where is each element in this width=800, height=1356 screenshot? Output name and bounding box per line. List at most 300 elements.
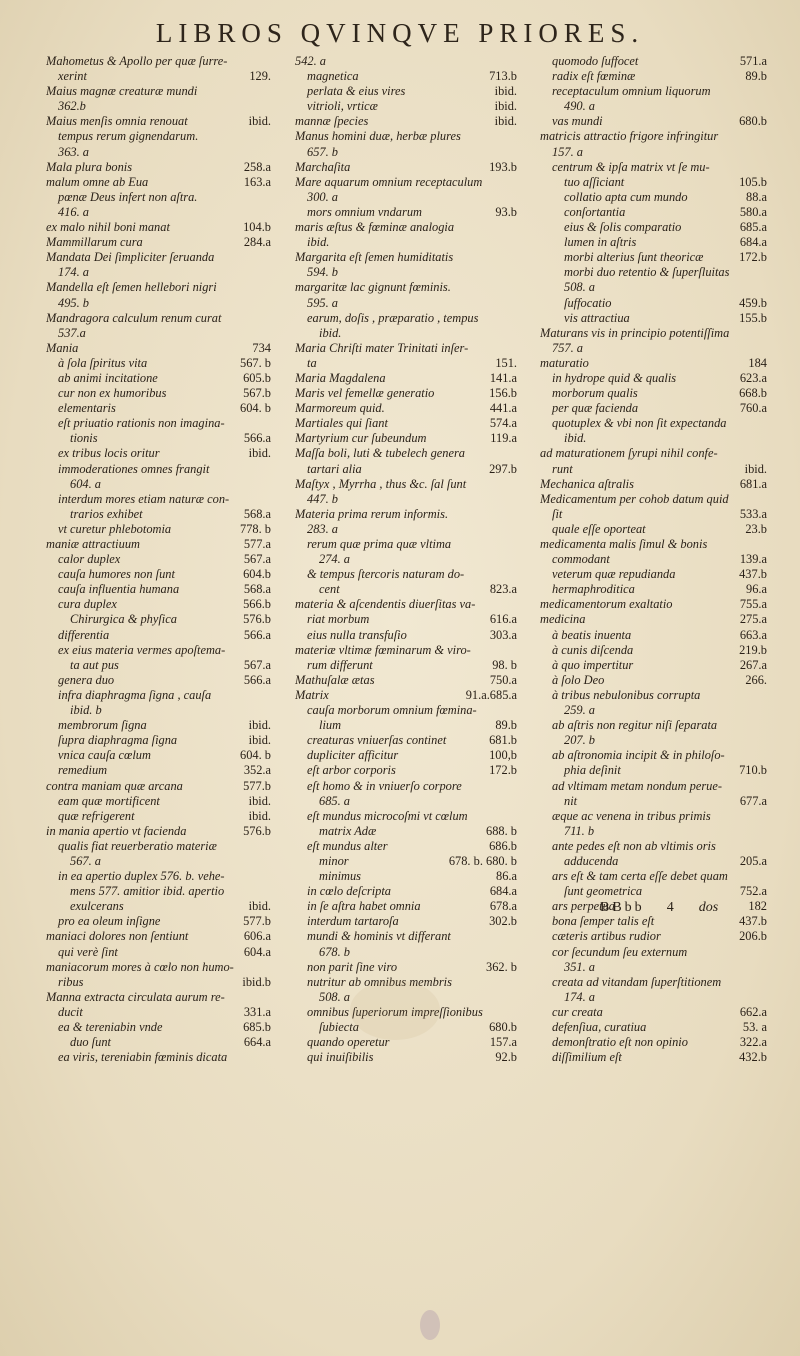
index-entry-text: tempus rerum gignendarum. — [58, 129, 199, 144]
index-entry-text: interdum tartaroſa — [307, 914, 399, 929]
index-entry — [295, 175, 517, 190]
index-entry — [540, 507, 767, 522]
index-entry-text: tionis — [70, 431, 98, 446]
index-entry-reference: 172.b — [489, 763, 517, 778]
index-entry — [46, 492, 271, 507]
index-entry — [540, 477, 767, 492]
index-entry — [295, 462, 517, 477]
index-entry-reference: 284.a — [243, 235, 271, 250]
index-entry — [46, 748, 271, 763]
index-entry-text: à quo impertitur — [552, 657, 634, 672]
index-entry — [540, 311, 767, 326]
index-entry — [540, 220, 767, 235]
index-entry — [540, 522, 767, 537]
index-entry — [295, 114, 517, 129]
index-entry-reference: 571.a — [739, 54, 767, 68]
index-entry — [295, 145, 517, 160]
index-entry — [540, 190, 767, 205]
index-entry-text: eius nulla transfuſio — [307, 627, 407, 642]
index-entry-text: Mare aquarum omnium receptaculum — [295, 174, 483, 189]
index-entry — [295, 326, 517, 341]
index-entry-reference: 574.a — [489, 416, 517, 431]
index-entry — [46, 265, 271, 280]
index-entry-reference: 576.b — [243, 823, 271, 838]
index-entry — [295, 914, 517, 929]
index-column-1 — [46, 54, 271, 1065]
index-entry — [540, 839, 767, 854]
index-entry-reference: 437.b — [739, 567, 767, 582]
index-entry-reference: 267.a — [739, 657, 767, 672]
index-entry-text: runt — [552, 461, 573, 476]
index-entry-reference: 172.b — [739, 250, 767, 265]
index-entry-text: dupliciter afficitur — [307, 748, 399, 763]
index-entry-reference: ibid. — [494, 84, 517, 99]
index-entry — [46, 869, 271, 884]
index-entry-reference: 219.b — [739, 642, 767, 657]
index-entry — [46, 280, 271, 295]
index-entry-text: quando operetur — [307, 1035, 390, 1050]
index-entry-text: Mathuſalæ ætas — [295, 672, 375, 687]
index-entry-text: medicamentorum exaltatio — [540, 597, 673, 612]
index-entry — [46, 763, 271, 778]
index-entry-reference: 577.a — [243, 537, 271, 551]
index-entry-text: ea & tereniabin vnde — [58, 1020, 163, 1034]
index-entry — [540, 748, 767, 763]
index-entry — [46, 446, 271, 461]
index-entry-text: ea viris, tereniabin fœminis dicata — [58, 1050, 228, 1065]
index-entry-text: & tempus ſtercoris naturam do- — [307, 567, 465, 582]
index-entry — [540, 567, 767, 582]
index-entry — [540, 145, 767, 160]
index-entry-reference: 568.a — [243, 582, 271, 597]
index-entry-text: Maius magnæ creaturæ mundi — [46, 84, 198, 99]
index-entry — [46, 552, 271, 567]
index-entry — [540, 326, 767, 341]
index-entry — [295, 235, 517, 250]
index-entry — [46, 703, 271, 718]
index-entry-reference: 604.a — [243, 944, 271, 959]
index-entry-text: Mandragora calculum renum curat — [46, 310, 222, 325]
index-entry — [46, 914, 271, 929]
index-entry-text: matricis attractio frigore infringitur — [540, 129, 719, 144]
index-entry-text: Mammillarum cura — [46, 235, 143, 250]
index-entry — [46, 386, 271, 401]
index-entry — [540, 462, 767, 477]
index-entry-text: 678. b — [319, 944, 350, 959]
index-entry — [540, 446, 767, 461]
index-entry-text: ab aſtris non regitur niſi ſeparata — [552, 718, 718, 733]
index-entry-reference: ibid. — [248, 899, 271, 914]
index-entry — [540, 914, 767, 929]
index-entry-reference: 533.a — [739, 506, 767, 521]
index-entry-text: Maris vel femellæ generatio — [295, 386, 435, 401]
index-entry-reference: 275.a — [739, 612, 767, 627]
index-entry — [295, 552, 517, 567]
index-entry-text: 362.b — [58, 99, 86, 114]
index-entry — [295, 311, 517, 326]
index-entry-text: Manus homini duæ, herbæ plures — [295, 129, 461, 144]
index-entry-text: eſt mundus alter — [307, 838, 388, 853]
index-entry — [540, 114, 767, 129]
index-entry — [540, 612, 767, 627]
index-entry-text: ante pedes eſt non ab vltimis oris — [552, 838, 716, 853]
index-entry-text: in hydrope quid & qualis — [552, 370, 677, 385]
index-entry — [540, 54, 767, 69]
index-entry-text: quæ refrigerent — [58, 808, 135, 823]
index-entry — [295, 748, 517, 763]
index-entry-reference: 688. b — [486, 823, 517, 838]
index-entry-text: qui inuiſibilis — [307, 1050, 374, 1065]
index-entry-text: Medicamentum per cohob datum quid — [540, 491, 729, 506]
index-entry — [46, 462, 271, 477]
index-entry — [295, 537, 517, 552]
index-entry — [295, 658, 517, 673]
index-entry-text: maris æſtus & fœminæ analogia — [295, 220, 455, 235]
index-entry-text: ſupra diaphragma ſigna — [58, 733, 178, 748]
index-entry — [46, 84, 271, 99]
index-entry-text: elementaris — [58, 401, 116, 416]
index-entry-reference: 352.a — [243, 763, 271, 778]
index-entry-text: calor duplex — [58, 552, 121, 567]
index-entry-text: morbi alterius ſunt theoricæ — [564, 250, 704, 265]
index-entry-reference: 685.a — [739, 220, 767, 235]
index-entry-text: 595. a — [307, 295, 338, 310]
index-entry — [46, 99, 271, 114]
index-entry-text: cura duplex — [58, 597, 117, 612]
index-entry-text: ars eſt & tam certa eſſe debet quam — [552, 869, 728, 884]
index-entry-reference: 568.a — [243, 506, 271, 521]
index-entry-text: 259. a — [564, 703, 595, 718]
index-entry-text: 537.a — [58, 325, 86, 340]
index-entry-text: Mala plura bonis — [46, 159, 133, 174]
index-entry-reference: 129. — [249, 69, 271, 84]
index-entry-text: creata ad vitandam ſuperſtitionem — [552, 974, 722, 989]
index-entry — [295, 779, 517, 794]
index-entry-text: bona ſemper talis eſt — [552, 914, 655, 929]
index-entry-text: nutritur ab omnibus membris — [307, 974, 452, 989]
index-entry-reference: 104.b — [243, 220, 271, 235]
index-entry-reference: 89.b — [495, 718, 517, 733]
index-entry-text: perlata & eius vires — [307, 84, 406, 99]
index-entry-text: à tribus nebulonibus corrupta — [552, 687, 701, 702]
index-entry-text: mens 577. amitior ibid. apertio — [70, 884, 225, 899]
index-entry — [46, 220, 271, 235]
index-entry — [46, 688, 271, 703]
index-entry-text: Maſtyx , Myrrha , thus &c. ſal ſunt — [295, 476, 467, 491]
index-entry-text: diſſimilium eſt — [552, 1050, 622, 1065]
index-entry-text: non parit ſine viro — [307, 959, 398, 974]
index-entry-reference: ibid. — [248, 793, 271, 808]
index-entry-text: cur creata — [552, 1004, 603, 1019]
index-entry — [46, 628, 271, 643]
index-entry — [295, 416, 517, 431]
index-entry-text: minimus — [319, 869, 361, 884]
index-entry — [46, 522, 271, 537]
index-entry — [540, 945, 767, 960]
index-entry — [46, 794, 271, 809]
index-entry — [295, 703, 517, 718]
index-entry-text: commodant — [552, 552, 610, 567]
index-entry — [295, 884, 517, 899]
index-entry-text: membrorum ſigna — [58, 718, 147, 733]
index-entry — [540, 401, 767, 416]
index-entry — [540, 537, 767, 552]
index-entry-reference: 750.a — [489, 672, 517, 687]
index-entry-reference: 441.a — [489, 401, 517, 416]
index-entry — [295, 371, 517, 386]
index-entry-reference: 184 — [748, 355, 767, 370]
index-entry-text: ribus — [58, 974, 84, 989]
index-entry — [295, 960, 517, 975]
index-entry — [46, 145, 271, 160]
index-entry — [295, 160, 517, 175]
index-entry — [295, 507, 517, 522]
index-entry-text: cauſa humores non ſunt — [58, 567, 175, 582]
index-entry-text: riat morbum — [307, 612, 370, 627]
index-entry-text: lumen in aſtris — [564, 235, 637, 250]
index-entry — [540, 628, 767, 643]
index-entry-reference: 686.b — [489, 838, 517, 853]
running-head: LIBROS QVINQVE PRIORES. — [155, 18, 645, 48]
index-entry — [46, 54, 271, 69]
index-entry-text: ſubiecta — [319, 1020, 359, 1034]
index-entry — [540, 265, 767, 280]
index-column-2 — [295, 54, 517, 1065]
index-entry-text: margaritæ lac gignunt fœminis. — [295, 280, 451, 295]
index-entry — [295, 99, 517, 114]
index-entry — [540, 84, 767, 99]
index-entry-text: vt curetur phlebotomia — [58, 521, 172, 536]
index-entry-reference: 567.a — [243, 552, 271, 567]
index-entry-reference: 362. b — [486, 959, 517, 974]
index-entry-text: remedium — [58, 763, 108, 778]
index-entry-text: 174. a — [58, 265, 89, 280]
index-entry-text: 490. a — [564, 99, 595, 114]
index-entry-reference: 96.a — [746, 582, 767, 597]
index-entry — [540, 416, 767, 431]
index-entry — [46, 250, 271, 265]
index-entry — [540, 960, 767, 975]
index-entry-text: Manna extracta circulata aurum re- — [46, 989, 225, 1004]
index-entry-text: 207. b — [564, 733, 595, 748]
index-entry-text: malum omne ab Eua — [46, 174, 149, 189]
index-entry-text: 157. a — [552, 144, 583, 159]
index-entry-text: mannæ ſpecies — [295, 114, 369, 129]
index-entry — [295, 401, 517, 416]
index-entry-text: cent — [319, 582, 340, 597]
index-entry-text: maniacorum mores à cœlo non humo- — [46, 959, 234, 974]
index-entry-text: magnetica — [307, 69, 359, 84]
index-entry — [46, 945, 271, 960]
index-entry — [295, 205, 517, 220]
index-entry-reference: 93.b — [495, 204, 517, 219]
index-entry-reference: ibid. — [494, 114, 517, 129]
index-entry-text: ex eius materia vermes apoſtema- — [58, 642, 226, 657]
index-entry — [540, 386, 767, 401]
index-entry-text: matrix Adæ — [319, 823, 377, 838]
index-entry — [540, 703, 767, 718]
index-entry-text: Maria Chriſti mater Trinitati inſer- — [295, 340, 469, 355]
index-entry — [46, 733, 271, 748]
index-entry — [46, 975, 271, 990]
index-entry — [540, 597, 767, 612]
index-entry-text: 351. a — [564, 959, 595, 974]
index-entry-text: tartari alia — [307, 461, 362, 476]
index-entry — [295, 84, 517, 99]
index-entry — [46, 69, 271, 84]
index-entry-reference: 331.a — [243, 1004, 271, 1019]
index-entry-text: conſortantia — [564, 204, 626, 219]
index-entry — [46, 311, 271, 326]
index-entry — [540, 205, 767, 220]
index-entry-reference: 297.b — [489, 461, 517, 476]
index-entry — [295, 733, 517, 748]
index-entry-text: quomodo ſuffocet — [552, 54, 639, 68]
index-entry — [295, 69, 517, 84]
index-entry-text: adducenda — [564, 853, 619, 868]
index-entry-text: cæteris artibus rudior — [552, 929, 661, 944]
index-entry — [46, 899, 271, 914]
index-entry-text: qualis fiat reuerberatio materiæ — [58, 838, 217, 853]
index-entry — [540, 809, 767, 824]
index-entry — [540, 175, 767, 190]
index-entry-reference: 616.a — [489, 612, 517, 627]
index-entry-text: maniæ attractiuum — [46, 537, 140, 551]
index-entry-text: receptaculum omnium liquorum — [552, 84, 711, 99]
index-entry — [540, 929, 767, 944]
index-entry — [295, 129, 517, 144]
index-entry-text: eſt mundus microcoſmi vt cœlum — [307, 808, 468, 823]
index-entry — [295, 839, 517, 854]
index-entry — [540, 356, 767, 371]
index-entry — [46, 507, 271, 522]
index-entry — [46, 401, 271, 416]
index-entry-text: ta aut pus — [70, 657, 119, 672]
index-entry-text: æque ac venena in tribus primis — [552, 808, 711, 823]
index-entry-reference: 98. b — [492, 657, 517, 672]
index-entry-reference: 778. b — [240, 521, 271, 536]
index-entry — [295, 945, 517, 960]
index-entry — [295, 643, 517, 658]
index-entry — [46, 341, 271, 356]
index-entry-text: mundi & hominis vt differant — [307, 929, 451, 944]
index-entry-text: Mahometus & Apollo per quæ ſurre- — [46, 54, 228, 68]
index-entry-reference: 678.a — [489, 899, 517, 914]
index-entry-text: genera duo — [58, 672, 115, 687]
index-entry-reference: 604. b — [240, 748, 271, 763]
index-entry-text: lium — [319, 718, 342, 733]
index-entry-text: Mechanica aſtralis — [540, 476, 634, 491]
index-entry-text: eſt homo & in vniuerſo corpore — [307, 778, 462, 793]
index-entry — [295, 250, 517, 265]
index-entry-reference: 258.a — [243, 159, 271, 174]
index-entry-reference: 91.a.685.a — [465, 687, 517, 702]
index-entry-text: 300. a — [307, 189, 338, 204]
index-entry-text: radix eſt fœminæ — [552, 69, 636, 84]
index-entry — [46, 643, 271, 658]
index-entry — [46, 1035, 271, 1050]
index-entry-text: ſit — [552, 506, 563, 521]
index-entry — [540, 1005, 767, 1020]
index-entry-text: omnibus ſuperiorum impreſſionibus — [307, 1004, 483, 1019]
catchword: dos — [698, 900, 719, 915]
index-entry-reference: ibid. — [248, 733, 271, 748]
index-entry-text: interdum mores etiam naturæ con- — [58, 491, 230, 506]
index-entry-text: in ſe aſtra habet omnia — [307, 899, 421, 914]
index-entry-reference: 437.b — [739, 914, 767, 929]
index-entry — [46, 477, 271, 492]
index-entry — [46, 718, 271, 733]
index-entry — [540, 975, 767, 990]
index-entry — [295, 628, 517, 643]
index-entry-text: Maria Magdalena — [295, 370, 386, 385]
index-entry-text: Mandata Dei ſimpliciter ſeruanda — [46, 250, 215, 265]
index-entry — [46, 824, 271, 839]
index-entry-text: eſt arbor corporis — [307, 763, 396, 778]
index-entry-reference: 157.a — [489, 1035, 517, 1050]
index-entry-text: Materia prima rerum informis. — [295, 506, 449, 521]
index-entry-text: qui verè ſint — [58, 944, 118, 959]
index-entry — [540, 643, 767, 658]
index-entry-reference: 88.a — [746, 189, 767, 204]
index-entry-reference: 193.b — [489, 159, 517, 174]
index-entry-reference: 155.b — [739, 310, 767, 325]
index-entry-reference: 53. a — [742, 1020, 767, 1034]
index-entry — [540, 1035, 767, 1050]
index-entry-text: ex malo nihil boni manat — [46, 220, 170, 235]
index-entry — [295, 522, 517, 537]
index-entry-reference: 710.b — [739, 763, 767, 778]
index-entry-text: xerint — [58, 69, 87, 84]
index-entry-reference: 151. — [495, 355, 517, 370]
index-entry — [46, 990, 271, 1005]
index-entry-text: ſunt geometrica — [564, 884, 643, 899]
index-entry — [295, 869, 517, 884]
index-entry-reference: 206.b — [739, 929, 767, 944]
index-entry — [295, 824, 517, 839]
index-entry-text: minor — [319, 853, 349, 868]
index-entry-text: ab animi incitatione — [58, 370, 158, 385]
index-entry — [46, 582, 271, 597]
index-entry — [295, 794, 517, 809]
index-entry — [46, 1020, 271, 1035]
index-entry — [540, 99, 767, 114]
index-entry-reference: 566.a — [243, 672, 271, 687]
index-entry — [540, 69, 767, 84]
index-entry-text: cur non ex humoribus — [58, 386, 167, 401]
index-entry-reference: 684.a — [489, 884, 517, 899]
index-entry-text: duo ſunt — [70, 1035, 111, 1050]
index-entry-text: à beatis inuenta — [552, 627, 632, 642]
index-entry — [46, 809, 271, 824]
index-entry-text: 508. a — [564, 280, 595, 295]
index-entry-text: eam quæ mortificent — [58, 793, 160, 808]
index-entry-text: à ſolo Deo — [552, 672, 605, 687]
index-entry — [295, 929, 517, 944]
index-entry-reference: 303.a — [489, 627, 517, 642]
index-entry-text: 542. a — [295, 54, 326, 68]
index-entry — [46, 175, 271, 190]
index-entry-text: ars perpetua — [552, 899, 615, 914]
index-entry-text: Mandella eſt ſemen hellebori nigri — [46, 280, 217, 295]
index-entry-text: ex tribus locis oritur — [58, 446, 160, 461]
index-entry-text: pro ea oleum inſigne — [58, 914, 161, 929]
index-entry-reference: 680.b — [489, 1020, 517, 1034]
index-entry — [540, 235, 767, 250]
index-entry-reference: ibid. — [744, 461, 767, 476]
index-entry — [540, 884, 767, 899]
index-entry-reference: 685.b — [243, 1020, 271, 1034]
